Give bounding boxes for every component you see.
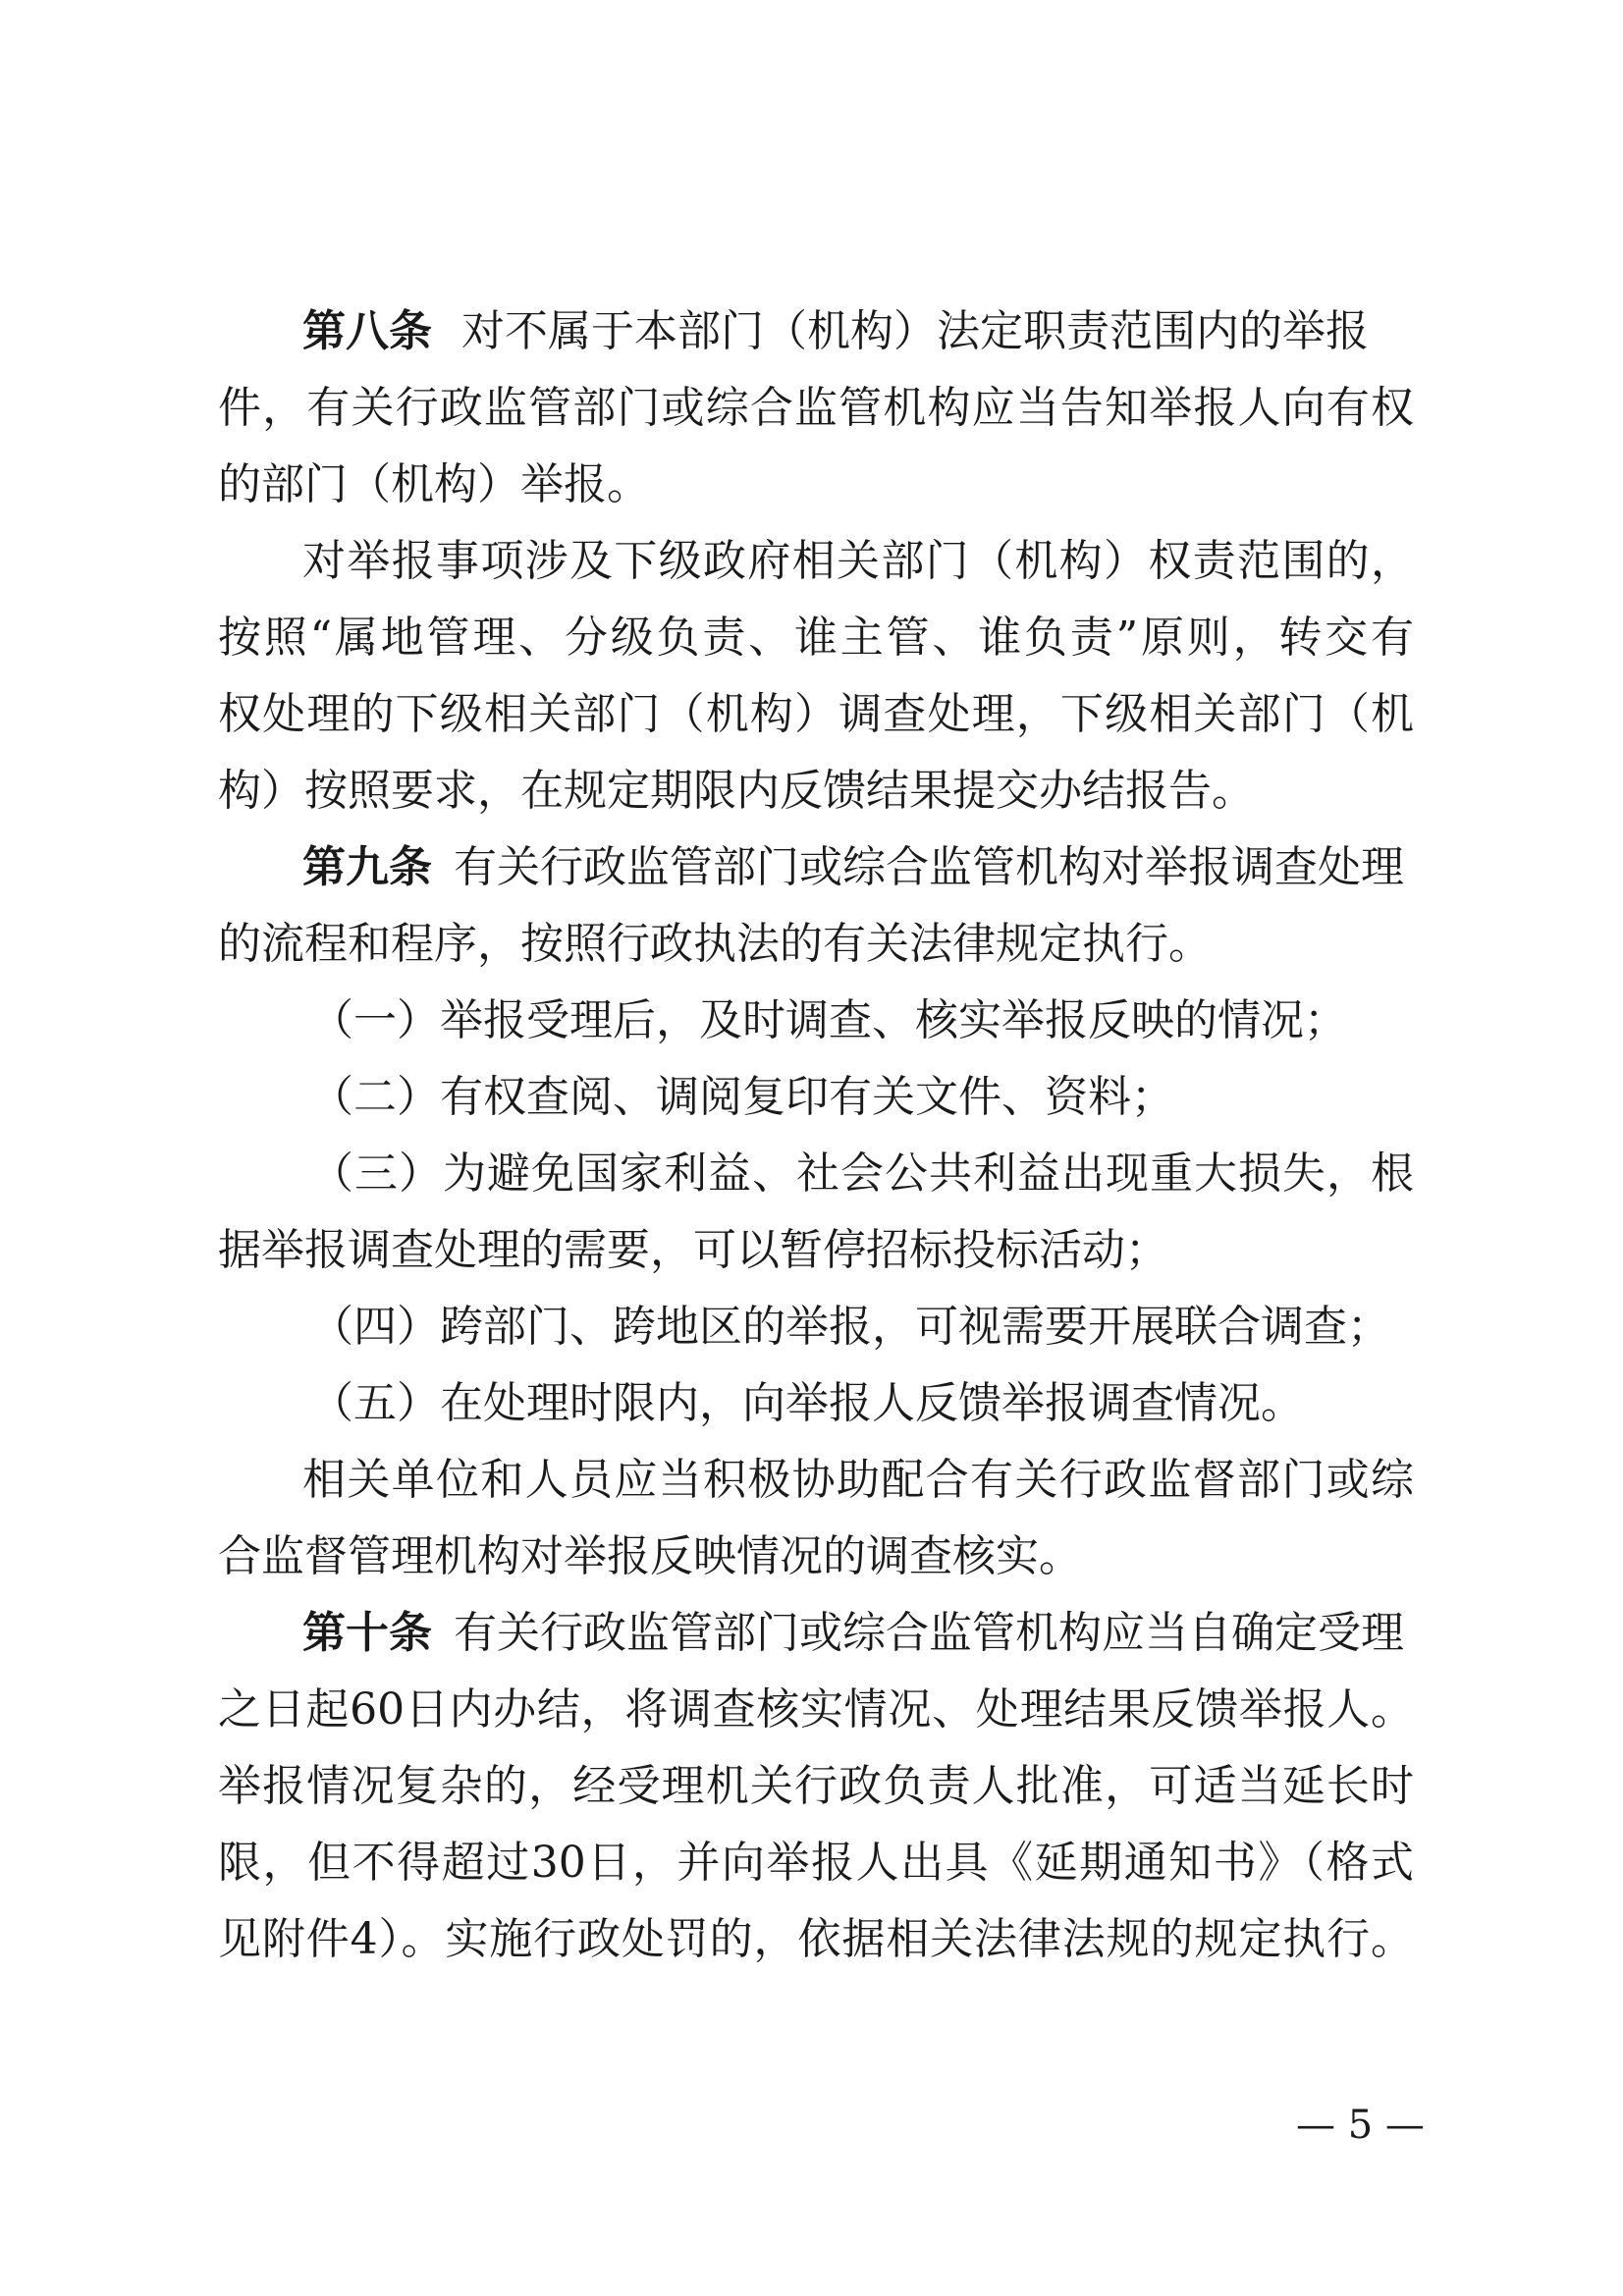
article-9-line-2: 的流程和程序，按照行政执法的有关法律规定执行。 (218, 919, 1212, 969)
article-8-line-2: 件，有关行政监管部门或综合监管机构应当告知举报人向有权 (218, 383, 1414, 433)
article-10-heading: 第十条 (302, 1608, 432, 1658)
page-number: — 5 — (1296, 2103, 1425, 2148)
article-8-line-1-text: 对不属于本部门（机构）法定职责范围内的举报 (461, 306, 1369, 356)
article-9-item-4: （四）跨部门、跨地区的举报，可视需要开展联合调查； (310, 1302, 1390, 1352)
article-8-line-1 (302, 304, 1369, 359)
article-9-line-1-text: 有关行政监管部门或综合监管机构对举报调查处理 (454, 842, 1404, 892)
article-9-item-5: （五）在处理时限内，向举报人反馈举报调查情况。 (310, 1378, 1304, 1428)
article-10-line-3: 举报情况复杂的，经受理机关行政负责人批准，可适当延长时 (218, 1761, 1414, 1811)
article-8-para-2-line-4: 构）按照要求，在规定期限内反馈结果提交办结报告。 (218, 766, 1255, 816)
article-9-item-3-line-1: （三）为避免国家利益、社会公共利益出现重大损失，根 (310, 1148, 1414, 1199)
article-10-line-1-text: 有关行政监管部门或综合监管机构应当自确定受理 (454, 1608, 1404, 1658)
article-9-para-2-line-1: 相关单位和人员应当积极协助配合有关行政监督部门或综 (302, 1455, 1414, 1505)
article-9-para-2-line-2: 合监督管理机构对举报反映情况的调查核实。 (218, 1531, 1082, 1581)
article-8-para-2-line-1: 对举报事项涉及下级政府相关部门（机构）权责范围的， (302, 536, 1414, 586)
article-10-line-2: 之日起60日内办结，将调查核实情况、处理结果反馈举报人。 (218, 1684, 1414, 1735)
article-10-line-4: 限，但不得超过30日，并向举报人出具《延期通知书》（格式 (218, 1838, 1414, 1888)
article-8-para-2-line-2: 按照“属地管理、分级负责、谁主管、谁负责”原则，转交有 (218, 613, 1414, 663)
article-10-line-1 (302, 1606, 1404, 1661)
article-9-item-2: （二）有权查阅、调阅复印有关文件、资料； (310, 1072, 1174, 1122)
article-8-line-3: 的部门（机构）举报。 (218, 459, 650, 509)
article-8-heading: 第八条 (302, 306, 432, 356)
article-9-heading: 第九条 (302, 842, 432, 892)
article-8-para-2-line-3: 权处理的下级相关部门（机构）调查处理，下级相关部门（机 (218, 689, 1414, 739)
article-10-line-5: 见附件4）。实施行政处罚的，依据相关法律法规的规定执行。 (218, 1914, 1414, 1964)
article-9-line-1 (302, 840, 1404, 895)
article-9-item-3-line-2: 据举报调查处理的需要，可以暂停招标投标活动； (218, 1225, 1168, 1275)
article-9-item-1: （一）举报受理后，及时调查、核实举报反映的情况； (310, 995, 1347, 1045)
